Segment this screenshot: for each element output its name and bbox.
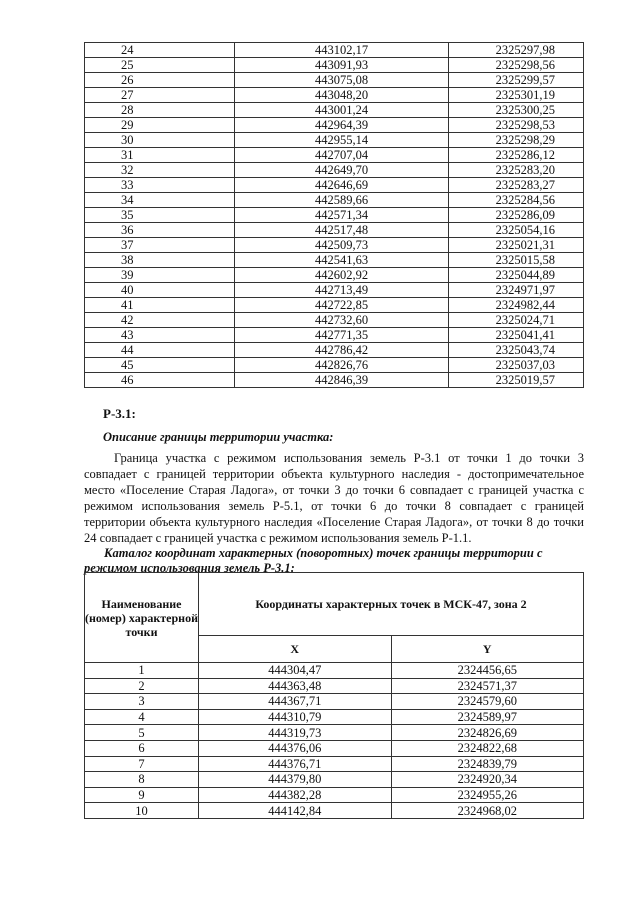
x-coordinate: 442649,70	[235, 163, 449, 178]
y-coordinate: 2324589,97	[391, 709, 584, 725]
point-number: 28	[85, 103, 235, 118]
x-coordinate: 442541,63	[235, 253, 449, 268]
y-coordinate: 2324971,97	[449, 283, 584, 298]
point-number: 25	[85, 58, 235, 73]
point-number: 29	[85, 118, 235, 133]
x-coordinate: 442602,92	[235, 268, 449, 283]
point-number: 33	[85, 178, 235, 193]
table-row	[85, 58, 584, 73]
x-coordinate: 444319,73	[199, 725, 392, 741]
point-number: 27	[85, 88, 235, 103]
point-number: 3	[85, 694, 199, 710]
point-number: 4	[85, 709, 199, 725]
x-coordinate: 442517,48	[235, 223, 449, 238]
table-row	[85, 663, 584, 679]
point-number: 37	[85, 238, 235, 253]
x-coordinate: 443102,17	[235, 43, 449, 58]
y-coordinate: 2324579,60	[391, 694, 584, 710]
x-coordinate: 442786,42	[235, 343, 449, 358]
table-row	[85, 178, 584, 193]
table-row	[85, 283, 584, 298]
x-coordinate: 442509,73	[235, 238, 449, 253]
y-coordinate: 2325019,57	[449, 373, 584, 388]
x-coordinate: 442732,60	[235, 313, 449, 328]
x-coordinate: 442722,85	[235, 298, 449, 313]
table-row	[85, 163, 584, 178]
point-number: 46	[85, 373, 235, 388]
table-row	[85, 740, 584, 756]
x-coordinate: 444376,71	[199, 756, 392, 772]
y-coordinate: 2325044,89	[449, 268, 584, 283]
boundary-description: Граница участка с режимом использования земель Р-3.1 от точки 1 до точки 3 совпадает с границей территории объекта культурного наследия - достопримечательное место «Поселение Старая Ладога», от точки 3 до точки 6 совпадает с границей участка с режимом использования земель Р-5.1, от точки 6 до точки 8 совпадает с границей территории объекта культурного наследия «Поселение Старая Ладога», от точки 8 до точки 24 совпадает с границей участка с режимом использования земель Р-1.1.	[84, 451, 584, 545]
point-number: 1	[85, 663, 199, 679]
table-row	[85, 313, 584, 328]
header-x: X	[199, 636, 392, 663]
table-row	[85, 358, 584, 373]
point-number: 10	[85, 803, 199, 819]
header-y: Y	[391, 636, 584, 663]
y-coordinate: 2325300,25	[449, 103, 584, 118]
x-coordinate: 444142,84	[199, 803, 392, 819]
y-coordinate: 2325298,29	[449, 133, 584, 148]
table-row	[85, 694, 584, 710]
y-coordinate: 2325286,12	[449, 148, 584, 163]
point-number: 9	[85, 787, 199, 803]
y-coordinate: 2325299,57	[449, 73, 584, 88]
table-row	[85, 298, 584, 313]
x-coordinate: 443048,20	[235, 88, 449, 103]
table-row	[85, 678, 584, 694]
table-row	[85, 709, 584, 725]
x-coordinate: 442964,39	[235, 118, 449, 133]
point-number: 26	[85, 73, 235, 88]
table-row	[85, 73, 584, 88]
y-coordinate: 2324920,34	[391, 772, 584, 788]
y-coordinate: 2324571,37	[391, 678, 584, 694]
table-row	[85, 725, 584, 741]
point-number: 36	[85, 223, 235, 238]
table-row	[85, 133, 584, 148]
point-number: 32	[85, 163, 235, 178]
y-coordinate: 2325297,98	[449, 43, 584, 58]
table-row	[85, 343, 584, 358]
x-coordinate: 442826,76	[235, 358, 449, 373]
table-row	[85, 193, 584, 208]
catalog-heading: Каталог координат характерных (поворотных) точек границы территории с режимом использования земель Р-3.1:	[84, 546, 543, 575]
coordinates-table-continued	[84, 42, 584, 388]
x-coordinate: 442646,69	[235, 178, 449, 193]
y-coordinate: 2325283,27	[449, 178, 584, 193]
y-coordinate: 2325284,56	[449, 193, 584, 208]
x-coordinate: 442571,34	[235, 208, 449, 223]
table-row	[85, 268, 584, 283]
point-number: 44	[85, 343, 235, 358]
x-coordinate: 442771,35	[235, 328, 449, 343]
x-coordinate: 444376,06	[199, 740, 392, 756]
table-row	[85, 756, 584, 772]
point-number: 8	[85, 772, 199, 788]
y-coordinate: 2325024,71	[449, 313, 584, 328]
y-coordinate: 2325037,03	[449, 358, 584, 373]
point-number: 24	[85, 43, 235, 58]
point-number: 31	[85, 148, 235, 163]
table-row	[85, 118, 584, 133]
y-coordinate: 2325286,09	[449, 208, 584, 223]
x-coordinate: 443001,24	[235, 103, 449, 118]
point-number: 7	[85, 756, 199, 772]
y-coordinate: 2324826,69	[391, 725, 584, 741]
point-number: 39	[85, 268, 235, 283]
section-title: Р-3.1:	[103, 406, 136, 421]
y-coordinate: 2324839,79	[391, 756, 584, 772]
point-number: 42	[85, 313, 235, 328]
table-row	[85, 253, 584, 268]
y-coordinate: 2324822,68	[391, 740, 584, 756]
x-coordinate: 444367,71	[199, 694, 392, 710]
point-number: 30	[85, 133, 235, 148]
y-coordinate: 2325015,58	[449, 253, 584, 268]
table-row	[85, 103, 584, 118]
table-row	[85, 148, 584, 163]
x-coordinate: 442589,66	[235, 193, 449, 208]
x-coordinate: 444363,48	[199, 678, 392, 694]
x-coordinate: 444304,47	[199, 663, 392, 679]
y-coordinate: 2324955,26	[391, 787, 584, 803]
point-number: 38	[85, 253, 235, 268]
table-row	[85, 373, 584, 388]
y-coordinate: 2325283,20	[449, 163, 584, 178]
table-row	[85, 88, 584, 103]
point-number: 6	[85, 740, 199, 756]
x-coordinate: 442955,14	[235, 133, 449, 148]
y-coordinate: 2325021,31	[449, 238, 584, 253]
point-number: 2	[85, 678, 199, 694]
point-number: 34	[85, 193, 235, 208]
table-row	[85, 772, 584, 788]
x-coordinate: 443091,93	[235, 58, 449, 73]
x-coordinate: 444310,79	[199, 709, 392, 725]
x-coordinate: 442713,49	[235, 283, 449, 298]
point-number: 43	[85, 328, 235, 343]
table-row	[85, 787, 584, 803]
x-coordinate: 444379,80	[199, 772, 392, 788]
x-coordinate: 443075,08	[235, 73, 449, 88]
y-coordinate: 2325301,19	[449, 88, 584, 103]
x-coordinate: 444382,28	[199, 787, 392, 803]
y-coordinate: 2325054,16	[449, 223, 584, 238]
y-coordinate: 2324982,44	[449, 298, 584, 313]
point-number: 41	[85, 298, 235, 313]
y-coordinate: 2325043,74	[449, 343, 584, 358]
point-number: 45	[85, 358, 235, 373]
coordinates-table-p31	[84, 572, 584, 819]
header-point-name: Наименование (номер) характерной точки	[85, 573, 199, 663]
y-coordinate: 2324968,02	[391, 803, 584, 819]
point-number: 35	[85, 208, 235, 223]
point-number: 40	[85, 283, 235, 298]
y-coordinate: 2324456,65	[391, 663, 584, 679]
y-coordinate: 2325041,41	[449, 328, 584, 343]
table-row	[85, 328, 584, 343]
section-subtitle: Описание границы территории участка:	[103, 430, 334, 444]
y-coordinate: 2325298,53	[449, 118, 584, 133]
table-row	[85, 803, 584, 819]
y-coordinate: 2325298,56	[449, 58, 584, 73]
x-coordinate: 442846,39	[235, 373, 449, 388]
x-coordinate: 442707,04	[235, 148, 449, 163]
table-row	[85, 238, 584, 253]
table-row	[85, 43, 584, 58]
table-row	[85, 223, 584, 238]
header-coordinates: Координаты характерных точек в МСК-47, зона 2	[199, 573, 584, 636]
table-row	[85, 208, 584, 223]
point-number: 5	[85, 725, 199, 741]
